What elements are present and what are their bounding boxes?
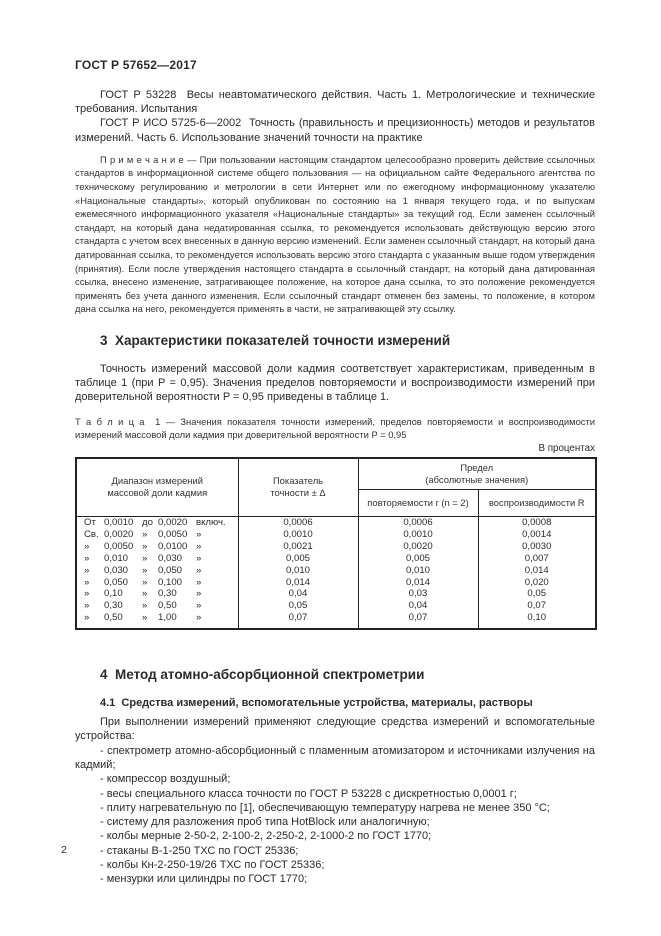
table-caption: Т а б л и ц а 1 — Значения показателя точности измерений, пределов повторяемости и воспроизводимости измерений массовой доли кадмия при доверительной вероятности P = 0,95 — [75, 415, 595, 440]
cell-repeatability: 0,0010 — [358, 529, 478, 541]
cell-repeatability: 0,04 — [358, 600, 478, 612]
note-paragraph: П р и м е ч а н и е — При пользовании настоящим стандартом целесообразно проверить действие ссылочных стандартов в информационной системе общего пользования — на официальном сайте Федерального агентства по техническому регулированию и метрологии в сети Интернет или по ежегодному информационному указателю «Национальные стандарты», который опубликован по состоянию на 1 января текущего года, и по выпускам ежемесячного информационного указателя «Национальные стандарты» за текущий год. Если заменен ссылочный стандарт, на который дана недатированная ссылка, то рекомендуется использовать действующую версию этого стандарта с учетом всех внесенных в данную версию изменений. Если заменен ссылочный стандарт, на который дана датированная ссылка, то рекомендуется использовать версию этого стандарта с указанным выше годом утверждения (принятия). Если после утверждения настоящего стандарта в ссылочный стандарт, на который дана датированная ссылка, внесено изменение, затрагивающее положение, на которое дана ссылка, то это положение рекомендуется применять без учета данного изменения. Если ссылочный стандарт отменен без замены, то положение, в котором дана ссылка на него, рекомендуется применять в части, не затрагивающей эту ссылку. — [75, 153, 595, 315]
cell-reproducibility: 0,07 — [478, 600, 596, 612]
cell-repeatability: 0,07 — [358, 612, 478, 629]
table-row — [76, 600, 596, 612]
cell-accuracy: 0,014 — [238, 577, 358, 589]
list-item: - мензурки или цилиндры по ГОСТ 1770; — [100, 873, 308, 886]
cell-range: » 0,50 » 1,00 » — [76, 612, 238, 629]
cell-reproducibility: 0,014 — [478, 565, 596, 577]
cell-range: Св. 0,0020 » 0,0050 » — [76, 529, 238, 541]
table-row — [76, 529, 596, 541]
list-item: - спектрометр атомно-абсорбционный с пламенным атомизатором и источниками излучения на кадмий; — [75, 744, 595, 771]
section-4-heading: 4 Метод атомно-абсорбционной спектрометрии — [100, 667, 425, 683]
accuracy-table — [75, 457, 597, 631]
cell-range: » 0,030 » 0,050 » — [76, 565, 238, 577]
cell-range: » 0,050 » 0,100 » — [76, 577, 238, 589]
table-row — [76, 517, 596, 529]
cell-reproducibility: 0,10 — [478, 612, 596, 629]
cell-accuracy: 0,010 — [238, 565, 358, 577]
header-reproducibility: воспроизводимости R — [478, 490, 596, 517]
list-item: - колбы Кн-2-250-19/26 ТХС по ГОСТ 25336; — [100, 858, 325, 871]
section-4-1-paragraph: При выполнении измерений применяют следующие средства измерений и вспомогательные устройства: — [75, 716, 595, 743]
header-range: Диапазон измерений массовой доли кадмия — [76, 458, 238, 517]
cell-range: » 0,0050 » 0,0100 » — [76, 541, 238, 553]
list-item: - колбы мерные 2-50-2, 2-100-2, 2-250-2, 2-1000-2 по ГОСТ 1770; — [100, 830, 432, 843]
table-row — [76, 577, 596, 589]
accuracy-table-header — [76, 458, 596, 517]
cell-reproducibility: 0,0008 — [478, 517, 596, 529]
cell-accuracy: 0,005 — [238, 553, 358, 565]
section-3-paragraph: Точность измерений массовой доли кадмия соответствует характеристикам, приведенным в таблице 1 (при P = 0,95). Значения пределов повторяемости и воспроизводимости измерений при доверительной вероятности P = 0,95 приведены в таблице 1. — [75, 362, 595, 404]
cell-accuracy: 0,04 — [238, 588, 358, 600]
accuracy-table-body — [76, 517, 596, 630]
cell-reproducibility: 0,0014 — [478, 529, 596, 541]
table-row — [76, 565, 596, 577]
list-item: - систему для разложения проб типа HotBlock или аналогичную; — [100, 816, 430, 829]
list-item: - весы специального класса точности по ГОСТ Р 53228 с дискретностью 0,0001 г; — [100, 787, 517, 800]
reference-paragraph-2: ГОСТ Р ИСО 5725-6—2002 Точность (правильность и прецизионность) методов и результатов измерений. Часть 6. Использование значений точности на практике — [75, 117, 595, 144]
cell-accuracy: 0,0006 — [238, 517, 358, 529]
cell-repeatability: 0,0006 — [358, 517, 478, 529]
table-row — [76, 541, 596, 553]
cell-accuracy: 0,0021 — [238, 541, 358, 553]
cell-repeatability: 0,014 — [358, 577, 478, 589]
header-repeatability: повторяемости r (n = 2) — [358, 490, 478, 517]
doc-header: ГОСТ Р 57652—2017 — [75, 58, 197, 72]
cell-repeatability: 0,0020 — [358, 541, 478, 553]
reference-paragraph-1: ГОСТ Р 53228 Весы неавтоматического действия. Часть 1. Метрологические и технические требования. Испытания — [75, 89, 595, 116]
page-number: 2 — [61, 844, 67, 856]
list-item: - плиту нагревательную по [1], обеспечивающую температуру нагрева не менее 350 °С; — [100, 801, 550, 814]
cell-accuracy: 0,07 — [238, 612, 358, 629]
cell-repeatability: 0,005 — [358, 553, 478, 565]
table-row — [76, 553, 596, 565]
cell-reproducibility: 0,007 — [478, 553, 596, 565]
list-item: - стаканы В-1-250 ТХС по ГОСТ 25336; — [100, 844, 299, 857]
equipment-list — [75, 744, 595, 887]
table-row — [76, 588, 596, 600]
section-3-heading: 3 Характеристики показателей точности измерений — [100, 332, 451, 348]
table-row — [76, 612, 596, 629]
cell-repeatability: 0,010 — [358, 565, 478, 577]
cell-reproducibility: 0,020 — [478, 577, 596, 589]
cell-range: » 0,10 » 0,30 » — [76, 588, 238, 600]
list-item: - компрессор воздушный; — [100, 773, 231, 786]
table-units-note: В процентах — [538, 442, 595, 454]
cell-range: От 0,0010 до 0,0020 включ. — [76, 517, 238, 529]
cell-reproducibility: 0,0030 — [478, 541, 596, 553]
header-accuracy: Показатель точности ± Δ — [238, 458, 358, 517]
cell-accuracy: 0,05 — [238, 600, 358, 612]
cell-range: » 0,010 » 0,030 » — [76, 553, 238, 565]
cell-range: » 0,30 » 0,50 » — [76, 600, 238, 612]
section-4-1-heading: 4.1 Средства измерений, вспомогательные устройства, материалы, растворы — [100, 697, 533, 710]
header-limit-group: Предел (абсолютные значения) — [358, 458, 596, 490]
cell-accuracy: 0,0010 — [238, 529, 358, 541]
cell-reproducibility: 0,05 — [478, 588, 596, 600]
cell-repeatability: 0,03 — [358, 588, 478, 600]
